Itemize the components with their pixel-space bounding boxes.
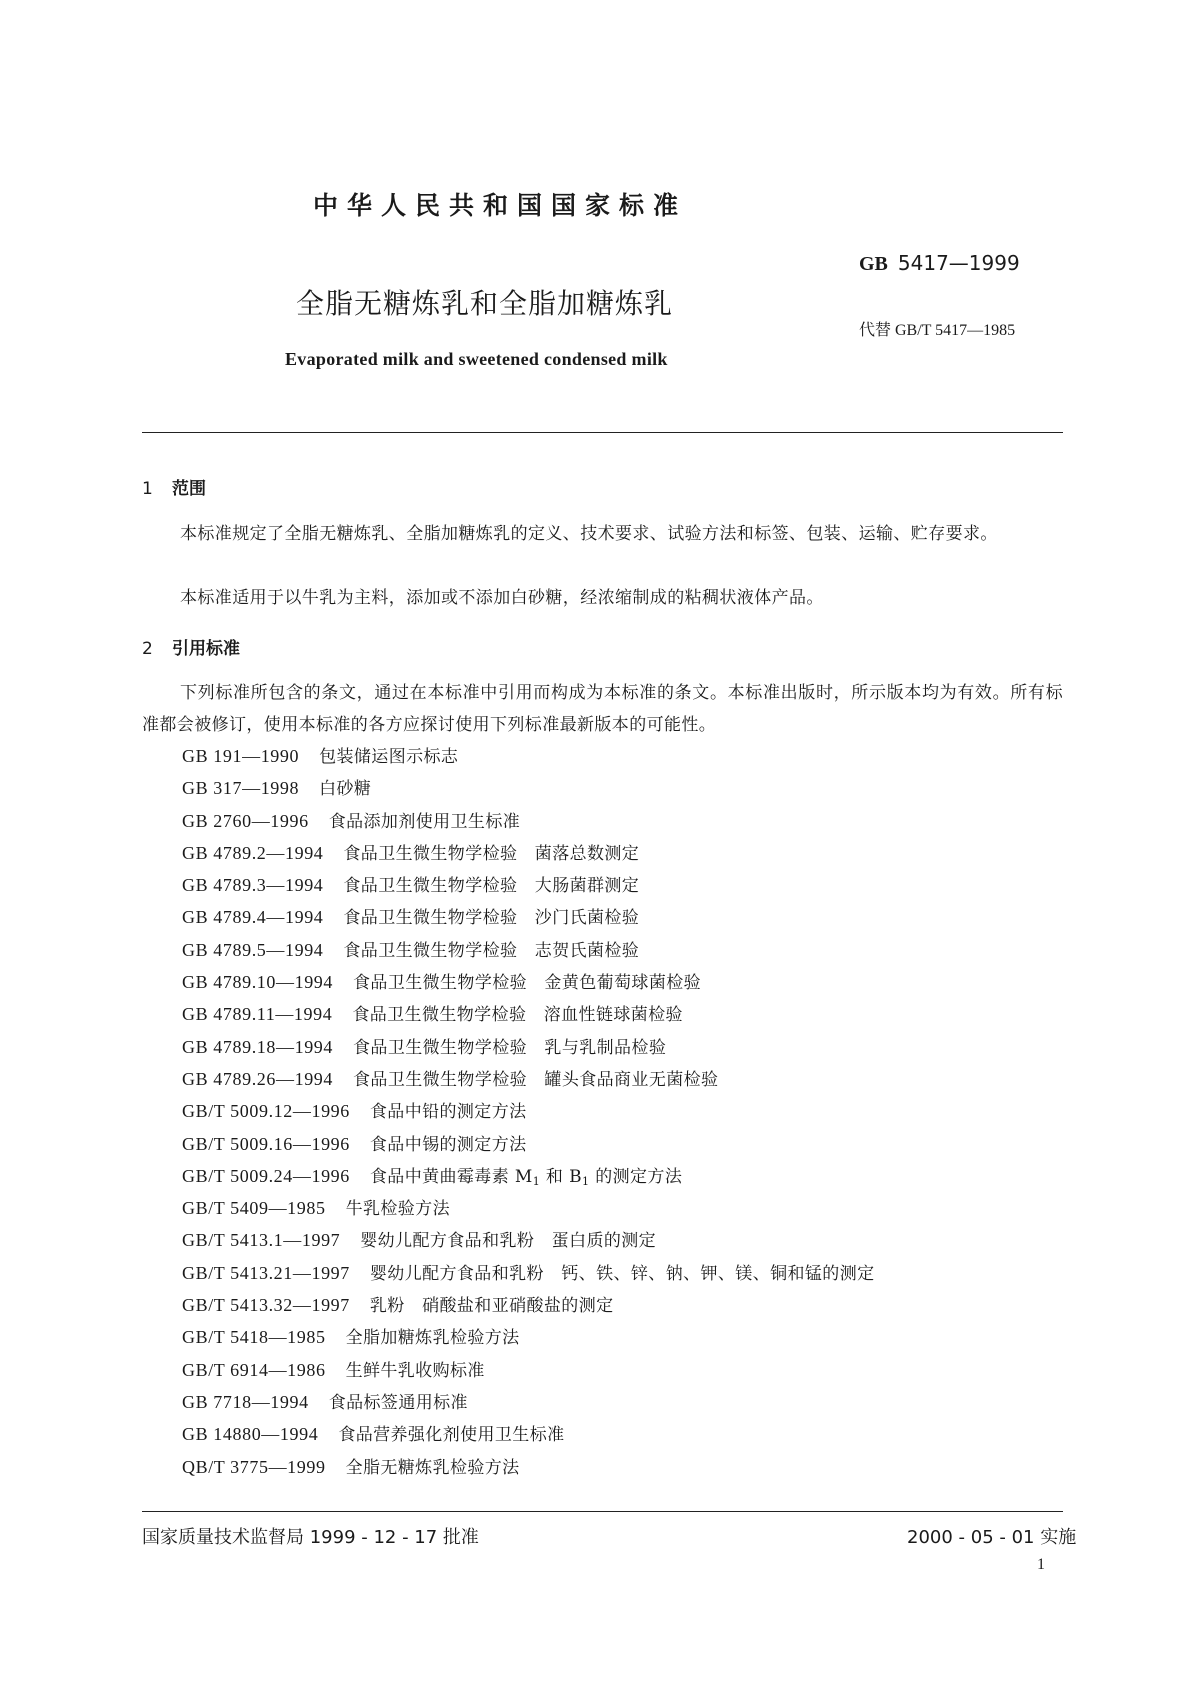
reference-title-part: 的测定方法 bbox=[589, 1166, 683, 1187]
section-1-title: 范围 bbox=[172, 479, 206, 499]
reference-title: 食品卫生微生物学检验 大肠菌群测定 bbox=[343, 876, 640, 897]
reference-item bbox=[182, 1418, 875, 1450]
reference-item bbox=[182, 1192, 875, 1224]
reference-code: GB 4789.5—1994 bbox=[182, 939, 324, 960]
section-2-number: 2 bbox=[142, 639, 153, 659]
reference-title: 全脂加糖炼乳检验方法 bbox=[345, 1328, 520, 1349]
reference-item bbox=[182, 1321, 875, 1353]
effective-date: 2000 - 05 - 01 实施 bbox=[907, 1527, 1077, 1548]
reference-code: GB 4789.3—1994 bbox=[182, 875, 324, 896]
standard-code: 5417—1999 bbox=[897, 251, 1020, 275]
reference-code: GB/T 5413.1—1997 bbox=[182, 1230, 341, 1251]
reference-code: GB/T 5009.24—1996 bbox=[182, 1165, 350, 1186]
subscript: 1 bbox=[582, 1174, 590, 1188]
reference-title: 食品卫生微生物学检验 志贺氏菌检验 bbox=[343, 940, 640, 961]
reference-item bbox=[182, 1063, 875, 1095]
section-1-paragraph-1: 本标准规定了全脂无糖炼乳、全脂加糖炼乳的定义、技术要求、试验方法和标签、包装、运输、贮存要求。 bbox=[180, 524, 998, 544]
reference-code: GB 2760—1996 bbox=[182, 810, 309, 831]
top-divider bbox=[142, 432, 1063, 433]
reference-code: GB 4789.18—1994 bbox=[182, 1036, 334, 1057]
reference-code: GB/T 5418—1985 bbox=[182, 1327, 326, 1348]
reference-code: GB 14880—1994 bbox=[182, 1424, 319, 1445]
reference-code: GB 191—1990 bbox=[182, 746, 300, 766]
reference-code: GB 4789.4—1994 bbox=[182, 907, 324, 928]
bottom-divider bbox=[142, 1511, 1063, 1512]
reference-title: 乳粉 硝酸盐和亚硝酸盐的测定 bbox=[369, 1296, 614, 1317]
reference-title-part: 和 B bbox=[540, 1166, 583, 1187]
document-title-cn: 全脂无糖炼乳和全脂加糖炼乳 bbox=[296, 287, 674, 320]
reference-item bbox=[182, 1354, 875, 1386]
reference-item bbox=[182, 805, 875, 837]
standard-number bbox=[859, 251, 1020, 276]
reference-title: 食品卫生微生物学检验 菌落总数测定 bbox=[343, 843, 640, 864]
reference-item bbox=[182, 1031, 875, 1063]
reference-title: 食品中锡的测定方法 bbox=[369, 1134, 527, 1155]
reference-title: 食品卫生微生物学检验 罐头食品商业无菌检验 bbox=[353, 1069, 719, 1090]
reference-title-part: 食品中黄曲霉毒素 M bbox=[369, 1166, 533, 1187]
reference-title: 全脂无糖炼乳检验方法 bbox=[345, 1457, 520, 1478]
reference-code: GB/T 5413.21—1997 bbox=[182, 1262, 350, 1283]
reference-item bbox=[182, 869, 875, 901]
reference-code: GB 7718—1994 bbox=[182, 1391, 309, 1412]
reference-code: GB/T 5409—1985 bbox=[182, 1198, 326, 1219]
reference-code: GB 4789.2—1994 bbox=[182, 842, 324, 863]
section-1-number: 1 bbox=[142, 479, 153, 499]
reference-item bbox=[182, 837, 875, 869]
reference-list bbox=[182, 740, 875, 1483]
approval-statement: 国家质量技术监督局 1999 - 12 - 17 批准 bbox=[142, 1527, 479, 1548]
reference-title: 食品卫生微生物学检验 溶血性链球菌检验 bbox=[352, 1005, 683, 1026]
reference-title: 食品卫生微生物学检验 沙门氏菌检验 bbox=[343, 908, 640, 929]
reference-item bbox=[182, 772, 875, 804]
reference-title: 婴幼儿配方食品和乳粉 蛋白质的测定 bbox=[360, 1231, 657, 1252]
reference-title: 牛乳检验方法 bbox=[345, 1199, 450, 1220]
reference-code: GB 4789.11—1994 bbox=[182, 1004, 333, 1025]
section-2-paragraph-1: 下列标准所包含的条文，通过在本标准中引用而构成为本标准的条文。本标准出版时，所示版本均为有效。所有标准都会被修订，使用本标准的各方应探讨使用下列标准最新版本的可能性。 bbox=[142, 683, 1063, 735]
reference-item bbox=[182, 1160, 875, 1192]
reference-item bbox=[182, 1257, 875, 1289]
reference-code: GB/T 5413.32—1997 bbox=[182, 1295, 350, 1316]
reference-code: QB/T 3775—1999 bbox=[182, 1456, 326, 1477]
standard-prefix: GB bbox=[859, 253, 888, 275]
section-2-title: 引用标准 bbox=[172, 639, 240, 659]
reference-code: GB 4789.10—1994 bbox=[182, 972, 334, 993]
reference-item bbox=[182, 1451, 875, 1483]
reference-code: GB/T 6914—1986 bbox=[182, 1359, 326, 1380]
reference-item bbox=[182, 901, 875, 933]
reference-item bbox=[182, 1224, 875, 1256]
document-title-en: Evaporated milk and sweetened condensed milk bbox=[285, 349, 668, 369]
replaces-standard: 代替 GB/T 5417—1985 bbox=[859, 322, 1016, 339]
reference-title: 白砂糖 bbox=[319, 779, 372, 800]
reference-title: 婴幼儿配方食品和乳粉 钙、铁、锌、钠、钾、镁、铜和锰的测定 bbox=[369, 1263, 875, 1284]
reference-item bbox=[182, 740, 875, 772]
reference-code: GB 4789.26—1994 bbox=[182, 1068, 334, 1089]
reference-code: GB/T 5009.16—1996 bbox=[182, 1133, 350, 1154]
reference-item bbox=[182, 966, 875, 998]
reference-title: 食品卫生微生物学检验 乳与乳制品检验 bbox=[353, 1037, 667, 1058]
reference-title: 生鲜牛乳收购标准 bbox=[345, 1360, 485, 1381]
section-1-heading bbox=[142, 474, 206, 499]
reference-title: 食品添加剂使用卫生标准 bbox=[328, 811, 521, 832]
reference-item bbox=[182, 1289, 875, 1321]
subscript: 1 bbox=[532, 1174, 541, 1188]
section-2-heading bbox=[142, 634, 240, 659]
section-1-paragraph-2: 本标准适用于以牛乳为主料，添加或不添加白砂糖，经浓缩制成的粘稠状液体产品。 bbox=[180, 588, 824, 608]
national-standard-heading: 中华人民共和国国家标准 bbox=[313, 191, 688, 220]
reference-item bbox=[182, 1386, 875, 1418]
page-number: 1 bbox=[1037, 1556, 1045, 1573]
reference-title: 食品卫生微生物学检验 金黄色葡萄球菌检验 bbox=[353, 973, 702, 994]
reference-item bbox=[182, 998, 875, 1030]
reference-code: GB 317—1998 bbox=[182, 778, 300, 799]
reference-code: GB/T 5009.12—1996 bbox=[182, 1101, 350, 1122]
reference-item bbox=[182, 1128, 875, 1160]
reference-item bbox=[182, 934, 875, 966]
reference-title: 包装储运图示标志 bbox=[319, 747, 459, 767]
reference-title: 食品标签通用标准 bbox=[328, 1392, 468, 1413]
reference-title: 食品中铅的测定方法 bbox=[369, 1102, 527, 1123]
reference-title: 食品营养强化剂使用卫生标准 bbox=[338, 1425, 565, 1446]
reference-item bbox=[182, 1095, 875, 1127]
